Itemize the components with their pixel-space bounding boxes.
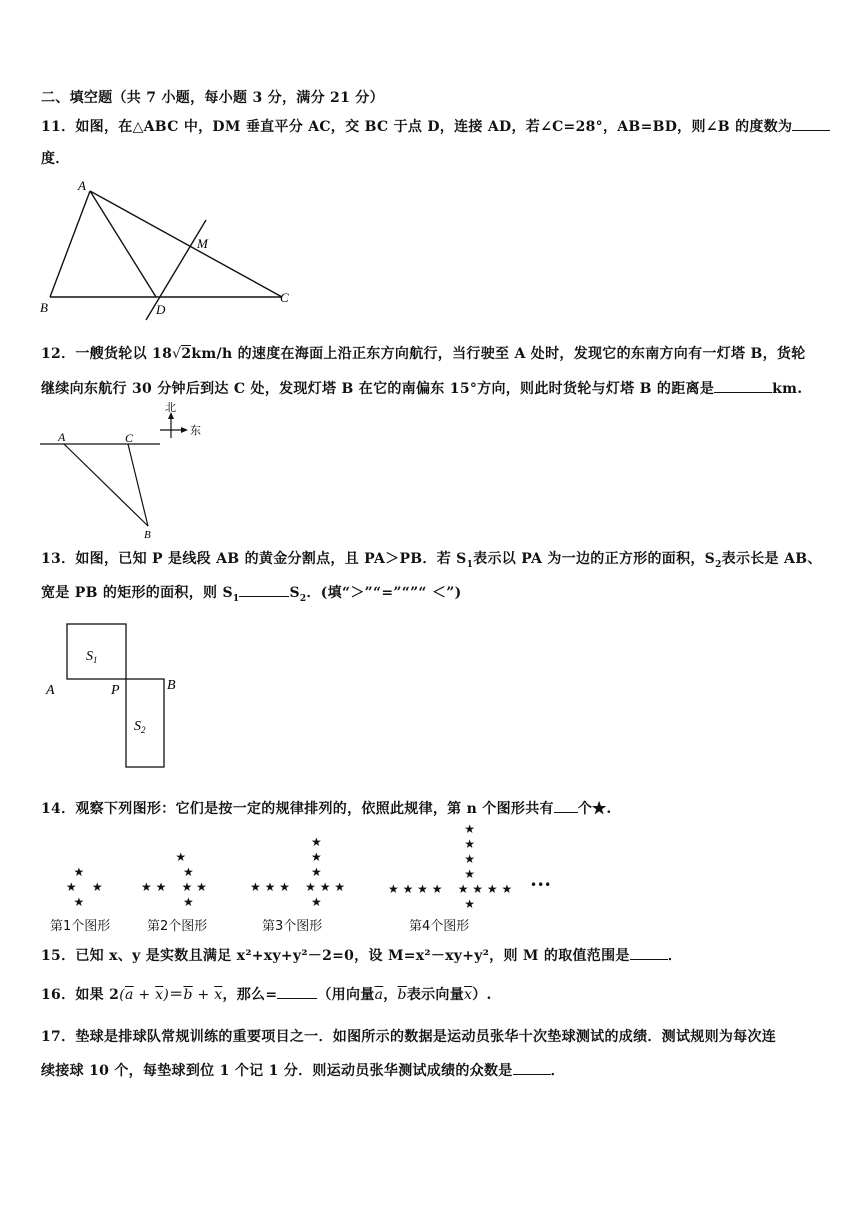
question-13-line-1 — [41, 548, 822, 570]
question-12-line-1 — [41, 343, 806, 363]
label-A: A — [58, 430, 66, 444]
section-title: 二、填空题（共 7 小题，每小题 3 分，满分 21 分） — [41, 90, 384, 106]
question-13-text-d: 宽是 PB 的矩形的面积，则 S — [41, 585, 233, 601]
vector-b: $\overline{b}$ — [397, 987, 407, 1003]
question-13-text-e: S — [289, 585, 300, 601]
label-S1: $S_1$ — [86, 649, 98, 665]
question-12-line-2 — [41, 378, 802, 398]
star-figure-3: ★ ★ ★ ★ ★ ★ ★ ★ ★ ★ — [250, 835, 346, 909]
question-16-comma: ， — [383, 987, 398, 1003]
sqrt-value: 2 — [181, 346, 192, 362]
subscript-1: 1 — [232, 593, 240, 604]
answer-blank-17[interactable] — [513, 1060, 551, 1075]
star-figure-1: ★ ★ ★ ★ — [65, 865, 103, 909]
sqrt-sign: √ — [172, 346, 182, 362]
label-C: C — [280, 290, 289, 305]
question-16-text-f: 表示向量 — [406, 987, 465, 1003]
question-11-text: 11．如图，在△ABC 中，DM 垂直平分 AC，交 BC 于点 D，连接 AD，若∠C=28°，AB=BD，则∠B 的度数为 — [41, 119, 793, 135]
label-A: A — [78, 178, 86, 193]
golden-section-figure — [38, 618, 188, 773]
label-M: M — [197, 236, 208, 251]
label-B: B — [144, 529, 151, 540]
question-16-text-c: ，那么= — [222, 987, 278, 1003]
answer-blank-15[interactable] — [630, 945, 668, 960]
question-12-text-c: 继续向东航行 30 分钟后到达 C 处，发现灯塔 B 在它的南偏东 15°方向，则此时货轮与灯塔 B 的距离是 — [41, 381, 715, 397]
ellipsis: ••• — [530, 878, 552, 892]
question-13-text-a: 13．如图，已知 P 是线段 AB 的黄金分割点，且 PA＞PB．若 S — [41, 551, 467, 567]
star-figure-2: ★ ★ ★ ★ ★ ★ ★ — [141, 850, 207, 909]
subscript-2: 2 — [299, 593, 307, 604]
question-12-text-b: km/h 的速度在海面上沿正东方向航行，当行驶至 A 处时，发现它的东南方向有一灯塔 B，货轮 — [191, 346, 806, 362]
question-11-line-2: 度． — [41, 151, 70, 167]
question-14-line — [41, 798, 612, 818]
answer-blank-11[interactable] — [792, 116, 830, 131]
question-11-line-1 — [41, 116, 830, 136]
subscript-2: 2 — [715, 559, 722, 570]
caption-figure-3: 第3个图形 — [262, 919, 323, 934]
question-16-text-d: （用向量 — [317, 987, 375, 1003]
ship-lighthouse-figure — [38, 400, 208, 540]
question-16-text-g: ）. — [472, 987, 492, 1003]
answer-blank-12[interactable] — [714, 378, 772, 393]
label-P: P — [111, 683, 120, 698]
question-17-tail: ． — [550, 1063, 565, 1079]
answer-blank-13[interactable] — [239, 582, 289, 597]
question-17-line-2 — [41, 1060, 565, 1080]
vector-a: $\overline{a}$ — [374, 987, 384, 1003]
question-17-text: 续接球 10 个，每垫球到位 1 个记 1 分．则运动员张华测试成绩的众数是 — [41, 1063, 513, 1079]
north-label: 北 — [165, 401, 176, 414]
question-17-line-1: 17．垫球是排球队常规训练的重要项目之一．如图所示的数据是运动员张华十次垫球测试的成绩．测试规则为每次连 — [41, 1029, 777, 1045]
question-13-text-b: 表示以 PA 为一边的正方形的面积，S — [473, 551, 716, 567]
east-label: 东 — [190, 424, 201, 437]
caption-figure-2: 第2个图形 — [147, 919, 208, 934]
question-15-text: 15．已知 x、y 是实数且满足 x²+xy+y²－2=0，设 M=x²－xy+y²，则 M 的取值范围是 — [41, 948, 630, 964]
caption-figure-4: 第4个图形 — [409, 919, 470, 934]
question-12-unit: km. — [772, 381, 803, 397]
label-B: B — [40, 300, 48, 315]
question-13-text-c: 表示长是 AB、 — [721, 551, 822, 567]
vector-x: $\overline{x}$ — [464, 987, 473, 1003]
label-B: B — [167, 678, 176, 693]
question-15-tail: ． — [667, 948, 683, 964]
label-A: A — [46, 683, 55, 698]
question-15-line — [41, 945, 682, 965]
answer-blank-16[interactable] — [277, 984, 317, 999]
label-D: D — [156, 302, 166, 317]
answer-blank-14[interactable] — [554, 798, 578, 813]
question-16-line — [41, 984, 492, 1004]
question-13-line-2 — [41, 582, 462, 604]
vector-expression-right: $\overline{b} + \overline{x}$ — [183, 987, 223, 1003]
subscript-1: 1 — [466, 559, 474, 570]
label-C: C — [125, 431, 134, 445]
label-S2: $S_2$ — [134, 719, 146, 735]
question-14-tail: 个★. — [577, 801, 612, 817]
question-16-text-a: 16．如果 2 — [41, 987, 120, 1003]
vector-expression-left: $(\overline{a} + \overline{x})$ — [119, 987, 170, 1003]
triangle-abc-figure — [38, 178, 300, 324]
caption-figure-1: 第1个图形 — [50, 919, 111, 934]
question-14-text: 14．观察下列图形：它们是按一定的规律排列的，依照此规律，第 n 个图形共有 — [41, 801, 554, 817]
question-12-text-a: 12．一艘货轮以 18 — [41, 346, 173, 362]
question-13-text-f: ．(填“＞”“=”“”“ ＜”) — [306, 585, 462, 601]
equals-sign: ＝ — [169, 987, 184, 1003]
star-figure-4: ★ ★ ★ ★ ★ ★ ★ ★ ★ ★ ★ ★ ★ — [388, 822, 513, 911]
